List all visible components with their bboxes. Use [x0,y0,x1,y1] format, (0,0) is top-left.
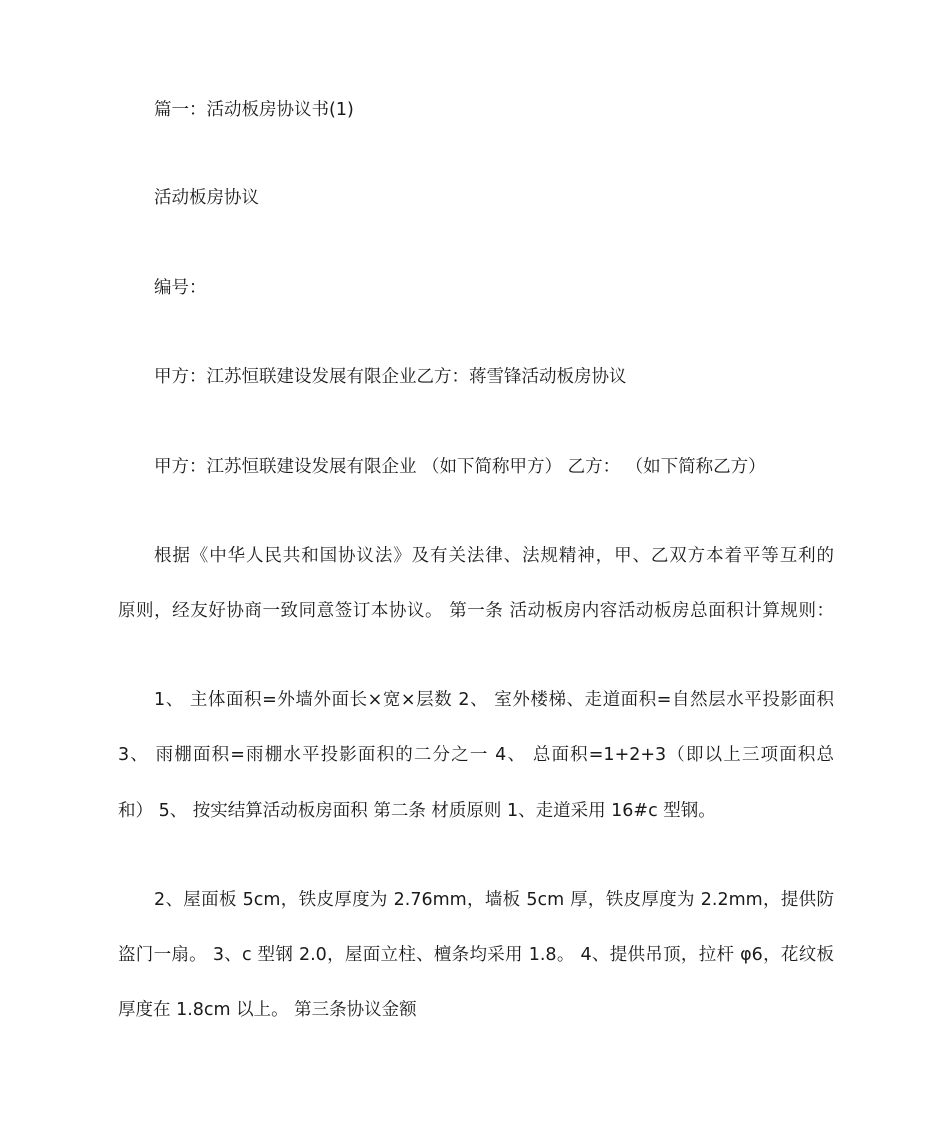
number-label: 编号： [154,278,207,298]
clause-line: 3、 雨棚面积=雨棚水平投影面积的二分之一 4、 总面积=1+2+3（即以上三项面积总 [118,745,834,765]
parties-full: 甲方：江苏恒联建设发展有限企业 （如下简称甲方） 乙方： （如下简称乙方） [154,457,766,477]
intro-line: 原则，经友好协商一致同意签订本协议。 第一条 活动板房内容活动板房总面积计算规则： [118,601,834,621]
clause-line: 盗门一扇。 3、c 型钢 2.0，屋面立柱、檀条均采用 1.8。 4、提供吊顶，拉杆 φ6，花纹板 [118,945,834,965]
parties-short: 甲方：江苏恒联建设发展有限企业乙方：蒋雪锋活动板房协议 [154,367,627,387]
section-heading: 篇一：活动板房协议书(1) [154,100,354,120]
clause-line: 和） 5、 按实结算活动板房面积 第二条 材质原则 1、走道采用 16#c 型钢。 [118,801,716,821]
intro-line: 根据《中华人民共和国协议法》及有关法律、法规精神，甲、乙双方本着平等互利的 [154,546,834,566]
document-title: 活动板房协议 [154,188,259,208]
clause-line: 1、 主体面积=外墙外面长×宽×层数 2、 室外楼梯、走道面积=自然层水平投影面积 [154,690,834,710]
clause-line: 厚度在 1.8cm 以上。 第三条协议金额 [118,1000,417,1020]
clause-line: 2、屋面板 5cm，铁皮厚度为 2.76mm，墙板 5cm 厚，铁皮厚度为 2.2mm，提供防 [154,890,834,910]
